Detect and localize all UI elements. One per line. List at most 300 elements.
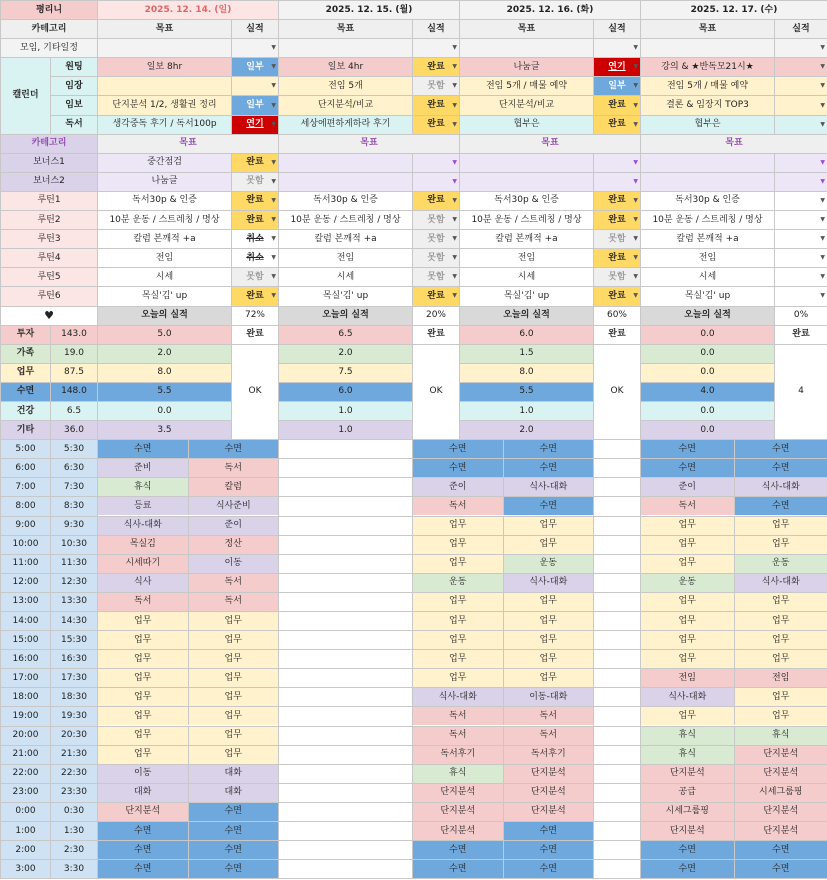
schedule-slot-8-2-0[interactable]: 업무 [641,593,735,611]
schedule-slot-5-0-1[interactable]: 정산 [189,536,279,554]
task-goal-1-2[interactable] [460,172,594,191]
schedule-cell-6-1[interactable] [413,554,594,573]
schedule-slot-10-2-1[interactable]: 업무 [735,631,827,649]
schedule-cell-12-0[interactable] [98,669,279,688]
schedule-cell-17-1[interactable] [413,764,594,783]
schedule-cell-14-2[interactable] [641,707,827,726]
schedule-slot-5-2-1[interactable]: 업무 [735,536,827,554]
calendar-goal-3-0[interactable]: 생각중독 후기 / 독서100p [98,115,232,134]
schedule-slot-0-1-0[interactable]: 수면 [413,440,504,458]
schedule-slot-14-0-0[interactable]: 업무 [98,707,189,725]
schedule-slot-14-0-1[interactable]: 업무 [189,707,279,725]
schedule-slot-2-0-0[interactable]: 휴식 [98,478,189,496]
task-status-dropdown-7-1[interactable]: 완료 ▼ [413,287,460,306]
schedule-slot-2-1-0[interactable]: 준이 [413,478,504,496]
schedule-slot-7-2-1[interactable]: 식사-대화 [735,574,827,592]
schedule-cell-1-2[interactable] [641,459,827,478]
meeting-status-dropdown-3[interactable] [775,39,827,58]
task-status-dropdown-6-2[interactable]: 못함 ▼ [594,268,641,287]
schedule-slot-15-1-0[interactable]: 독서 [413,727,504,745]
calendar-goal-0-1[interactable]: 일보 4hr [279,58,413,77]
task-status-dropdown-6-1[interactable]: 못함 ▼ [413,268,460,287]
schedule-slot-10-0-1[interactable]: 업무 [189,631,279,649]
calendar-goal-2-0[interactable]: 단지분석 1/2, 생활권 정리 [98,96,232,115]
schedule-slot-3-0-0[interactable]: 등료 [98,497,189,515]
calendar-goal-3-3[interactable]: 협부은 [641,115,775,134]
schedule-slot-20-2-1[interactable]: 단지분석 [735,822,827,840]
schedule-slot-19-0-1[interactable]: 수면 [189,803,279,821]
schedule-slot-21-2-0[interactable]: 수면 [641,841,735,859]
schedule-slot-12-2-0[interactable]: 전임 [641,669,735,687]
schedule-slot-2-0-1[interactable]: 칼럼 [189,478,279,496]
task-status-dropdown-2-1[interactable]: 완료 ▼ [413,191,460,210]
schedule-slot-1-2-0[interactable]: 수면 [641,459,735,477]
task-goal-1-3[interactable] [641,172,775,191]
schedule-slot-6-2-0[interactable]: 업무 [641,555,735,573]
schedule-slot-2-1-1[interactable]: 식사-대화 [504,478,594,496]
schedule-slot-19-2-0[interactable]: 시세그룹핑 [641,803,735,821]
meeting-status-dropdown-0[interactable] [232,39,279,58]
schedule-cell-8-2[interactable] [641,592,827,611]
schedule-slot-20-1-1[interactable]: 수면 [504,822,594,840]
task-goal-6-3[interactable]: 시세 [641,268,775,287]
task-goal-6-2[interactable]: 시세 [460,268,594,287]
schedule-slot-2-2-0[interactable]: 준이 [641,478,735,496]
calendar-status-dropdown-2-2[interactable]: 완료 ▼ [594,96,641,115]
calendar-status-dropdown-1-3[interactable] [775,77,827,96]
task-goal-3-0[interactable]: 10분 운동 / 스트레칭 / 명상 [98,211,232,230]
schedule-slot-17-1-0[interactable]: 휴식 [413,765,504,783]
schedule-cell-7-0[interactable] [98,573,279,592]
calendar-goal-2-1[interactable]: 단지분석/비교 [279,96,413,115]
task-goal-7-1[interactable]: 목실'김' up [279,287,413,306]
schedule-slot-15-0-0[interactable]: 업무 [98,727,189,745]
calendar-status-dropdown-3-0[interactable]: 연기 ▼ [232,115,279,134]
calendar-status-dropdown-0-1[interactable]: 완료 ▼ [413,58,460,77]
calendar-status-dropdown-3-1[interactable]: 완료 ▼ [413,115,460,134]
task-status-dropdown-3-2[interactable]: 완료 ▼ [594,211,641,230]
schedule-slot-15-1-1[interactable]: 독서 [504,727,594,745]
task-status-dropdown-4-2[interactable]: 못함 ▼ [594,230,641,249]
schedule-slot-9-2-1[interactable]: 업무 [735,612,827,630]
task-goal-2-1[interactable]: 독서30p & 인증 [279,191,413,210]
schedule-cell-2-1[interactable] [413,478,594,497]
schedule-slot-7-1-1[interactable]: 식사-대화 [504,574,594,592]
schedule-slot-14-2-0[interactable]: 업무 [641,707,735,725]
task-goal-7-0[interactable]: 목실'김' up [98,287,232,306]
schedule-cell-2-2[interactable] [641,478,827,497]
meeting-goal-1[interactable] [279,39,413,58]
schedule-cell-5-1[interactable] [413,535,594,554]
meeting-status-dropdown-2[interactable] [594,39,641,58]
schedule-slot-22-2-1[interactable]: 수면 [735,860,827,878]
schedule-slot-4-1-1[interactable]: 업무 [504,517,594,535]
schedule-slot-5-2-0[interactable]: 업무 [641,536,735,554]
task-goal-0-3[interactable] [641,153,775,172]
task-status-dropdown-5-3[interactable] [775,249,827,268]
calendar-goal-0-3[interactable]: 강의 & ★반독모21시★ [641,58,775,77]
schedule-slot-11-1-0[interactable]: 업무 [413,650,504,668]
task-goal-5-3[interactable]: 전임 [641,249,775,268]
task-status-dropdown-3-3[interactable] [775,211,827,230]
calendar-status-dropdown-3-2[interactable]: 완료 ▼ [594,115,641,134]
schedule-slot-20-1-0[interactable]: 단지분석 [413,822,504,840]
schedule-cell-13-0[interactable] [98,688,279,707]
schedule-slot-21-1-1[interactable]: 수면 [504,841,594,859]
task-status-dropdown-6-3[interactable] [775,268,827,287]
task-goal-4-3[interactable]: 칼럼 본깨적 +a [641,230,775,249]
schedule-cell-22-0[interactable] [98,860,279,879]
schedule-cell-9-2[interactable] [641,612,827,631]
task-status-dropdown-1-3[interactable] [775,172,827,191]
schedule-slot-1-0-1[interactable]: 독서 [189,459,279,477]
schedule-slot-12-0-0[interactable]: 업무 [98,669,189,687]
schedule-cell-12-2[interactable] [641,669,827,688]
schedule-slot-5-1-0[interactable]: 업무 [413,536,504,554]
task-goal-5-2[interactable]: 전임 [460,249,594,268]
schedule-cell-5-2[interactable] [641,535,827,554]
schedule-cell-11-2[interactable] [641,650,827,669]
schedule-slot-1-0-0[interactable]: 준비 [98,459,189,477]
schedule-cell-15-2[interactable] [641,726,827,745]
schedule-cell-19-1[interactable] [413,802,594,821]
schedule-slot-13-0-1[interactable]: 업무 [189,688,279,706]
schedule-slot-20-2-0[interactable]: 단지분석 [641,822,735,840]
schedule-slot-18-2-0[interactable]: 공급 [641,784,735,802]
calendar-status-dropdown-0-3[interactable] [775,58,827,77]
task-status-dropdown-7-2[interactable]: 완료 ▼ [594,287,641,306]
schedule-slot-3-0-1[interactable]: 식사준비 [189,497,279,515]
schedule-slot-14-2-1[interactable]: 업무 [735,707,827,725]
task-goal-4-1[interactable]: 칼럼 본깨적 +a [279,230,413,249]
schedule-cell-10-0[interactable] [98,631,279,650]
schedule-slot-3-2-0[interactable]: 독서 [641,497,735,515]
schedule-cell-22-1[interactable] [413,860,594,879]
schedule-slot-16-2-1[interactable]: 단지분석 [735,746,827,764]
schedule-cell-16-2[interactable] [641,745,827,764]
calendar-status-dropdown-2-0[interactable]: 일부 ▼ [232,96,279,115]
schedule-slot-1-1-0[interactable]: 수면 [413,459,504,477]
schedule-slot-4-1-0[interactable]: 업무 [413,517,504,535]
schedule-cell-0-0[interactable] [98,440,279,459]
schedule-slot-10-1-1[interactable]: 업무 [504,631,594,649]
schedule-slot-3-1-1[interactable]: 수면 [504,497,594,515]
schedule-slot-10-1-0[interactable]: 업무 [413,631,504,649]
schedule-slot-18-1-1[interactable]: 단지분석 [504,784,594,802]
schedule-slot-11-1-1[interactable]: 업무 [504,650,594,668]
schedule-cell-10-1[interactable] [413,631,594,650]
calendar-goal-2-2[interactable]: 단지분석/비교 [460,96,594,115]
calendar-goal-0-0[interactable]: 일보 8hr [98,58,232,77]
schedule-slot-18-0-1[interactable]: 대화 [189,784,279,802]
schedule-slot-21-0-0[interactable]: 수면 [98,841,189,859]
schedule-cell-3-0[interactable] [98,497,279,516]
schedule-slot-16-0-1[interactable]: 업무 [189,746,279,764]
meeting-goal-3[interactable] [641,39,775,58]
meeting-status-dropdown-1[interactable] [413,39,460,58]
task-status-dropdown-2-0[interactable]: 완료 ▼ [232,191,279,210]
schedule-cell-14-1[interactable] [413,707,594,726]
schedule-slot-22-0-0[interactable]: 수면 [98,860,189,878]
schedule-cell-13-1[interactable] [413,688,594,707]
schedule-slot-13-1-0[interactable]: 식사-대화 [413,688,504,706]
task-goal-4-0[interactable]: 칼럼 본깨적 +a [98,230,232,249]
calendar-goal-3-1[interactable]: 세상에편하게하라 후기 [279,115,413,134]
schedule-cell-13-2[interactable] [641,688,827,707]
task-goal-7-2[interactable]: 목실'김' up [460,287,594,306]
schedule-cell-4-2[interactable] [641,516,827,535]
schedule-cell-12-1[interactable] [413,669,594,688]
schedule-slot-20-0-1[interactable]: 수면 [189,822,279,840]
schedule-cell-11-1[interactable] [413,650,594,669]
task-status-dropdown-0-3[interactable] [775,153,827,172]
schedule-cell-15-0[interactable] [98,726,279,745]
schedule-slot-13-2-1[interactable]: 업무 [735,688,827,706]
schedule-cell-2-0[interactable] [98,478,279,497]
schedule-cell-17-2[interactable] [641,764,827,783]
schedule-slot-3-2-1[interactable]: 수면 [735,497,827,515]
task-status-dropdown-2-3[interactable] [775,191,827,210]
schedule-cell-4-0[interactable] [98,516,279,535]
task-goal-5-1[interactable]: 전임 [279,249,413,268]
schedule-slot-12-0-1[interactable]: 업무 [189,669,279,687]
schedule-cell-21-1[interactable] [413,841,594,860]
schedule-slot-17-2-0[interactable]: 단지분석 [641,765,735,783]
task-goal-1-0[interactable]: 나눔글 [98,172,232,191]
schedule-cell-1-0[interactable] [98,459,279,478]
schedule-cell-17-0[interactable] [98,764,279,783]
task-status-dropdown-3-1[interactable]: 못함 ▼ [413,211,460,230]
schedule-slot-4-2-1[interactable]: 업무 [735,517,827,535]
schedule-slot-8-1-1[interactable]: 업무 [504,593,594,611]
schedule-slot-10-2-0[interactable]: 업무 [641,631,735,649]
schedule-slot-9-1-1[interactable]: 업무 [504,612,594,630]
calendar-status-dropdown-0-0[interactable]: 일부 ▼ [232,58,279,77]
schedule-slot-18-1-0[interactable]: 단지분석 [413,784,504,802]
schedule-slot-8-0-1[interactable]: 독서 [189,593,279,611]
schedule-slot-0-2-1[interactable]: 수면 [735,440,827,458]
schedule-slot-22-1-1[interactable]: 수면 [504,860,594,878]
schedule-slot-6-0-1[interactable]: 이동 [189,555,279,573]
schedule-slot-12-1-0[interactable]: 업무 [413,669,504,687]
schedule-slot-0-2-0[interactable]: 수면 [641,440,735,458]
schedule-cell-20-0[interactable] [98,822,279,841]
schedule-cell-9-1[interactable] [413,612,594,631]
schedule-slot-6-0-0[interactable]: 시세따기 [98,555,189,573]
task-goal-4-2[interactable]: 칼럼 본깨적 +a [460,230,594,249]
schedule-cell-15-1[interactable] [413,726,594,745]
task-goal-6-0[interactable]: 시세 [98,268,232,287]
schedule-slot-0-1-1[interactable]: 수면 [504,440,594,458]
schedule-slot-5-1-1[interactable]: 업무 [504,536,594,554]
schedule-slot-6-1-0[interactable]: 업무 [413,555,504,573]
schedule-slot-12-1-1[interactable]: 업무 [504,669,594,687]
task-status-dropdown-4-3[interactable] [775,230,827,249]
schedule-slot-15-2-1[interactable]: 휴식 [735,727,827,745]
calendar-goal-1-2[interactable]: 전임 5개 / 매물 예약 [460,77,594,96]
task-status-dropdown-2-2[interactable]: 완료 ▼ [594,191,641,210]
schedule-cell-9-0[interactable] [98,612,279,631]
calendar-goal-2-3[interactable]: 결론 & 임장지 TOP3 [641,96,775,115]
schedule-slot-16-2-0[interactable]: 휴식 [641,746,735,764]
schedule-cell-5-0[interactable] [98,535,279,554]
schedule-cell-7-1[interactable] [413,573,594,592]
meeting-goal-0[interactable] [98,39,232,58]
task-status-dropdown-0-2[interactable] [594,153,641,172]
schedule-slot-11-0-1[interactable]: 업무 [189,650,279,668]
schedule-cell-16-0[interactable] [98,745,279,764]
task-status-dropdown-5-1[interactable]: 못함 ▼ [413,249,460,268]
calendar-goal-1-1[interactable]: 전임 5개 [279,77,413,96]
schedule-slot-10-0-0[interactable]: 업무 [98,631,189,649]
schedule-cell-7-2[interactable] [641,573,827,592]
task-goal-3-1[interactable]: 10분 운동 / 스트레칭 / 명상 [279,211,413,230]
task-status-dropdown-1-1[interactable] [413,172,460,191]
schedule-cell-4-1[interactable] [413,516,594,535]
schedule-slot-9-1-0[interactable]: 업무 [413,612,504,630]
task-goal-2-3[interactable]: 독서30p & 인증 [641,191,775,210]
task-status-dropdown-7-3[interactable] [775,287,827,306]
schedule-slot-7-0-1[interactable]: 독서 [189,574,279,592]
schedule-cell-10-2[interactable] [641,631,827,650]
schedule-slot-11-2-0[interactable]: 업무 [641,650,735,668]
schedule-slot-0-0-1[interactable]: 수면 [189,440,279,458]
task-goal-2-2[interactable]: 독서30p & 인증 [460,191,594,210]
task-status-dropdown-0-0[interactable]: 완료 ▼ [232,153,279,172]
task-status-dropdown-1-0[interactable]: 못함 ▼ [232,172,279,191]
schedule-slot-22-1-0[interactable]: 수면 [413,860,504,878]
schedule-slot-22-2-0[interactable]: 수면 [641,860,735,878]
task-status-dropdown-7-0[interactable]: 완료 ▼ [232,287,279,306]
calendar-status-dropdown-1-1[interactable]: 못함 ▼ [413,77,460,96]
task-goal-3-2[interactable]: 10분 운동 / 스트레칭 / 명상 [460,211,594,230]
schedule-cell-3-1[interactable] [413,497,594,516]
schedule-slot-19-2-1[interactable]: 단지분석 [735,803,827,821]
schedule-cell-0-1[interactable] [413,440,594,459]
schedule-slot-6-2-1[interactable]: 운동 [735,555,827,573]
calendar-goal-3-2[interactable]: 협부은 [460,115,594,134]
schedule-slot-21-0-1[interactable]: 수면 [189,841,279,859]
schedule-slot-7-0-0[interactable]: 식사 [98,574,189,592]
calendar-status-dropdown-2-1[interactable]: 완료 ▼ [413,96,460,115]
schedule-cell-0-2[interactable] [641,440,827,459]
task-status-dropdown-5-0[interactable]: 취소 ▼ [232,249,279,268]
calendar-goal-1-0[interactable] [98,77,232,96]
schedule-slot-19-0-0[interactable]: 단지분석 [98,803,189,821]
schedule-slot-14-1-1[interactable]: 독서 [504,707,594,725]
schedule-cell-16-1[interactable] [413,745,594,764]
schedule-slot-17-1-1[interactable]: 단지분석 [504,765,594,783]
schedule-slot-7-1-0[interactable]: 운동 [413,574,504,592]
task-goal-7-3[interactable]: 목실'김' up [641,287,775,306]
schedule-slot-18-2-1[interactable]: 시세그룹핑 [735,784,827,802]
schedule-slot-19-1-1[interactable]: 단지분석 [504,803,594,821]
schedule-slot-1-1-1[interactable]: 수면 [504,459,594,477]
schedule-slot-18-0-0[interactable]: 대화 [98,784,189,802]
schedule-slot-11-0-0[interactable]: 업무 [98,650,189,668]
task-goal-0-0[interactable]: 중간점검 [98,153,232,172]
task-goal-3-3[interactable]: 10분 운동 / 스트레칭 / 명상 [641,211,775,230]
schedule-slot-13-0-0[interactable]: 업무 [98,688,189,706]
task-goal-0-2[interactable] [460,153,594,172]
schedule-slot-22-0-1[interactable]: 수면 [189,860,279,878]
schedule-cell-18-1[interactable] [413,783,594,802]
schedule-slot-6-1-1[interactable]: 운동 [504,555,594,573]
schedule-slot-16-1-1[interactable]: 독서후기 [504,746,594,764]
schedule-slot-8-0-0[interactable]: 독서 [98,593,189,611]
task-status-dropdown-4-1[interactable]: 못함 ▼ [413,230,460,249]
schedule-slot-0-0-0[interactable]: 수면 [98,440,189,458]
schedule-cell-11-0[interactable] [98,650,279,669]
schedule-slot-11-2-1[interactable]: 업무 [735,650,827,668]
calendar-status-dropdown-1-2[interactable]: 일부 ▼ [594,77,641,96]
task-goal-6-1[interactable]: 시세 [279,268,413,287]
task-goal-2-0[interactable]: 독서30p & 인증 [98,191,232,210]
schedule-cell-18-0[interactable] [98,783,279,802]
schedule-slot-15-2-0[interactable]: 휴식 [641,727,735,745]
schedule-cell-18-2[interactable] [641,783,827,802]
calendar-goal-0-2[interactable]: 나눔글 [460,58,594,77]
schedule-slot-8-2-1[interactable]: 업무 [735,593,827,611]
task-status-dropdown-4-0[interactable]: 취소 ▼ [232,230,279,249]
schedule-cell-21-2[interactable] [641,841,827,860]
schedule-slot-9-2-0[interactable]: 업무 [641,612,735,630]
task-status-dropdown-0-1[interactable] [413,153,460,172]
schedule-slot-14-1-0[interactable]: 독서 [413,707,504,725]
task-status-dropdown-1-2[interactable] [594,172,641,191]
schedule-cell-21-0[interactable] [98,841,279,860]
schedule-slot-13-2-0[interactable]: 식사-대화 [641,688,735,706]
schedule-cell-8-1[interactable] [413,592,594,611]
schedule-slot-8-1-0[interactable]: 업무 [413,593,504,611]
schedule-slot-7-2-0[interactable]: 운동 [641,574,735,592]
task-goal-5-0[interactable]: 전임 [98,249,232,268]
schedule-cell-8-0[interactable] [98,592,279,611]
schedule-cell-3-2[interactable] [641,497,827,516]
schedule-slot-16-0-0[interactable]: 업무 [98,746,189,764]
schedule-cell-20-2[interactable] [641,822,827,841]
schedule-slot-4-2-0[interactable]: 업무 [641,517,735,535]
schedule-slot-21-2-1[interactable]: 수면 [735,841,827,859]
schedule-slot-20-0-0[interactable]: 수면 [98,822,189,840]
calendar-status-dropdown-2-3[interactable] [775,96,827,115]
task-status-dropdown-5-2[interactable]: 완료 ▼ [594,249,641,268]
schedule-slot-19-1-0[interactable]: 단지분석 [413,803,504,821]
schedule-slot-3-1-0[interactable]: 독서 [413,497,504,515]
schedule-cell-22-2[interactable] [641,860,827,879]
schedule-slot-17-0-0[interactable]: 이동 [98,765,189,783]
calendar-status-dropdown-3-3[interactable] [775,115,827,134]
meeting-goal-2[interactable] [460,39,594,58]
schedule-cell-19-2[interactable] [641,802,827,821]
schedule-cell-6-0[interactable] [98,554,279,573]
schedule-cell-14-0[interactable] [98,707,279,726]
schedule-slot-15-0-1[interactable]: 업무 [189,727,279,745]
schedule-slot-17-2-1[interactable]: 단지분석 [735,765,827,783]
schedule-slot-1-2-1[interactable]: 수면 [735,459,827,477]
calendar-status-dropdown-1-0[interactable] [232,77,279,96]
task-goal-0-1[interactable] [279,153,413,172]
schedule-slot-21-1-0[interactable]: 수면 [413,841,504,859]
schedule-slot-5-0-0[interactable]: 목실김 [98,536,189,554]
schedule-slot-2-2-1[interactable]: 식사-대화 [735,478,827,496]
schedule-slot-12-2-1[interactable]: 전임 [735,669,827,687]
calendar-goal-1-3[interactable]: 전임 5개 / 매물 예약 [641,77,775,96]
schedule-slot-9-0-0[interactable]: 업무 [98,612,189,630]
schedule-cell-20-1[interactable] [413,822,594,841]
schedule-slot-4-0-1[interactable]: 준이 [189,517,279,535]
schedule-cell-1-1[interactable] [413,459,594,478]
